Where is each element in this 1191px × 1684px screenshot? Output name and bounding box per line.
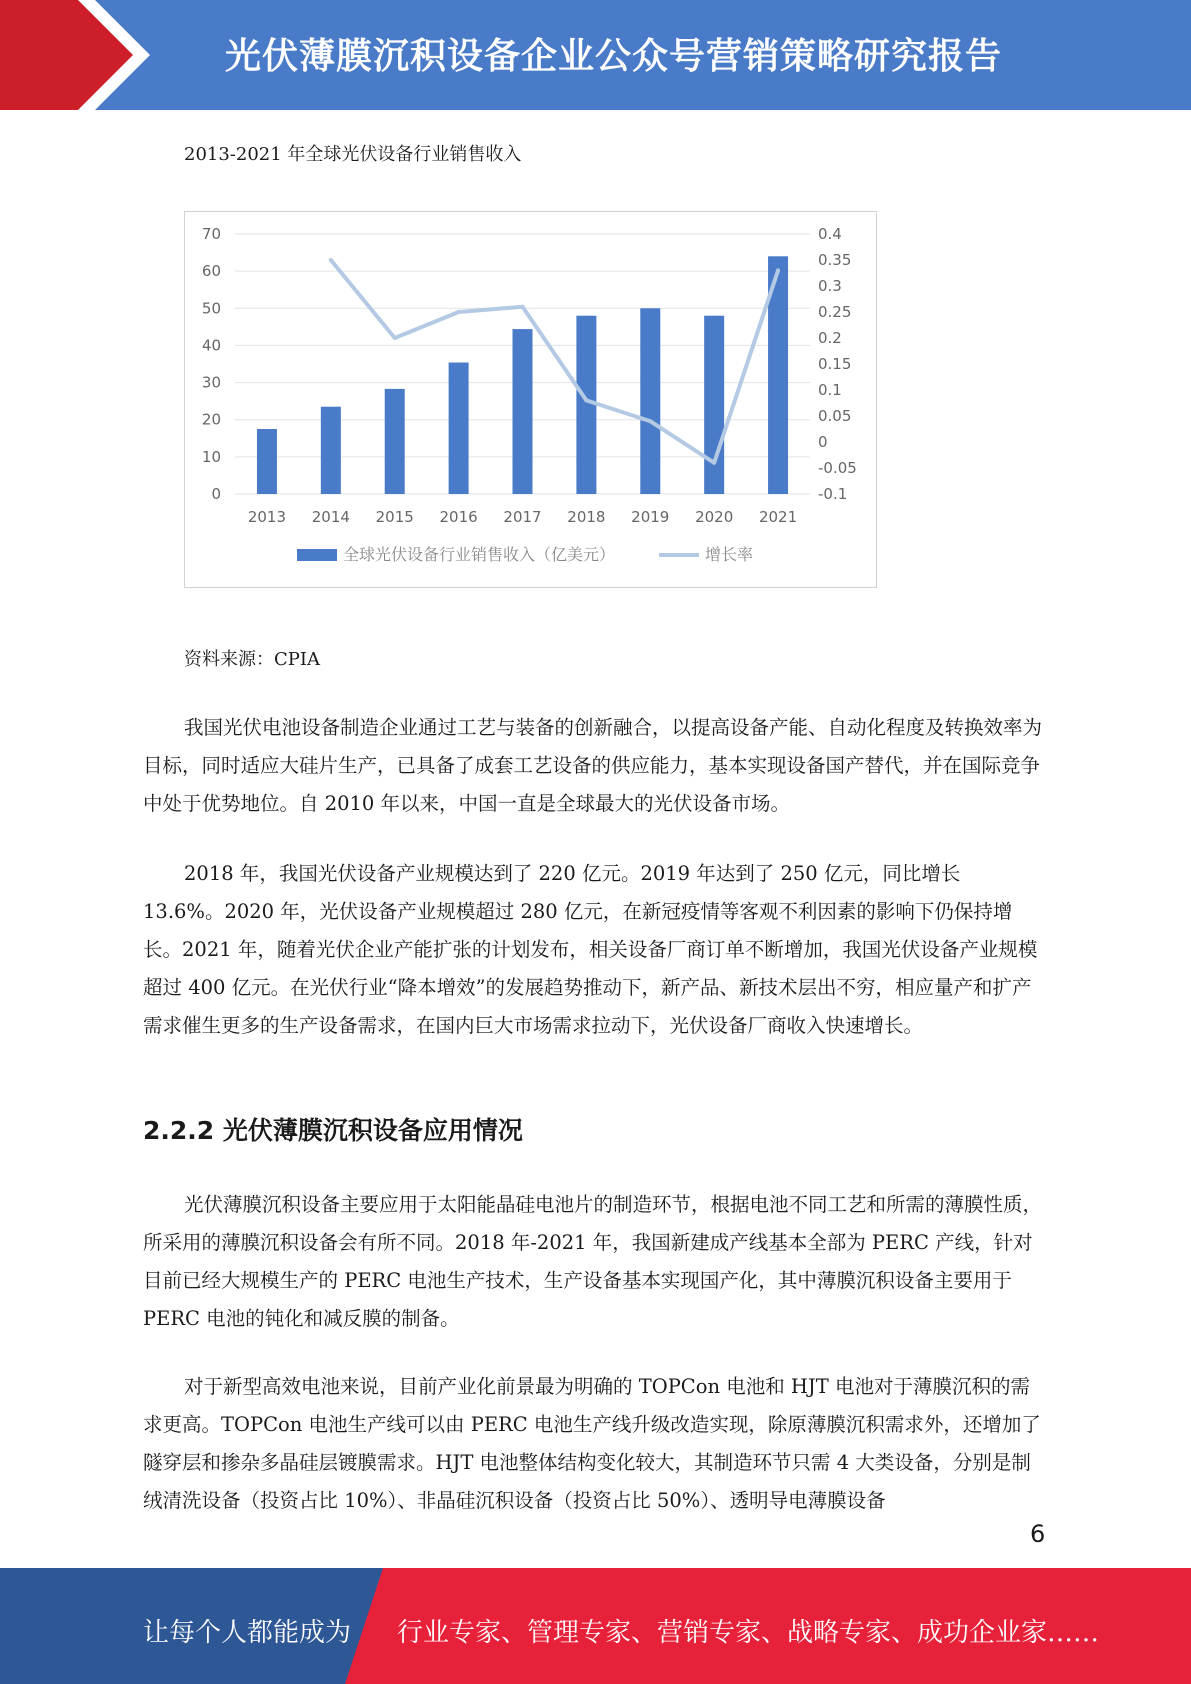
- growth-rate-point: [457, 310, 461, 314]
- growth-rate-point: [776, 268, 780, 272]
- y-left-tick-label: 0: [211, 485, 221, 503]
- page-number: 6: [1030, 1520, 1046, 1548]
- legend-label-revenue: 全球光伏设备行业销售收入（亿美元）: [343, 545, 616, 564]
- y-right-tick-label: 0.25: [818, 303, 852, 321]
- bar-revenue: [449, 363, 469, 494]
- growth-rate-point: [329, 258, 333, 262]
- y-right-tick-label: 0.2: [818, 329, 842, 347]
- figure-caption: 2013-2021 年全球光伏设备行业销售收入: [184, 144, 522, 165]
- x-tick-label: 2013: [247, 508, 287, 526]
- figure-source: 资料来源：CPIA: [184, 649, 320, 670]
- revenue-growth-chart: [184, 211, 877, 588]
- bar-revenue: [321, 407, 341, 494]
- header-red-arrow-icon: [0, 0, 160, 110]
- y-left-tick-label: 60: [201, 262, 221, 281]
- y-right-tick-label: 0.15: [818, 355, 852, 373]
- body-paragraph-3: 光伏薄膜沉积设备主要应用于太阳能晶硅电池片的制造环节，根据电池不同工艺和所需的薄膜性质，所采用的薄膜沉积设备会有所不同。2018 年-2021 年，我国新建成产线基本全部为 PERC 产线，针对目前已经大规模生产的 PERC 电池生产技术，生产设备基本实现国产化，其中薄膜沉积设备主要用于 PERC 电池的钝化和减反膜的制备。: [143, 1193, 1043, 1330]
- x-tick-label: 2018: [567, 508, 606, 526]
- y-right-tick-label: -0.05: [818, 459, 857, 477]
- bar-revenue: [257, 429, 277, 494]
- y-left-tick-label: 10: [201, 447, 221, 466]
- y-right-tick-label: 0.1: [818, 381, 842, 399]
- bar-revenue: [513, 329, 533, 494]
- bar-revenue: [576, 316, 596, 494]
- y-right-tick-label: 0.3: [818, 277, 842, 295]
- growth-rate-point: [648, 419, 652, 423]
- report-title: 光伏薄膜沉积设备企业公众号营销策略研究报告: [225, 36, 1003, 77]
- x-tick-label: 2014: [311, 508, 350, 526]
- bar-revenue: [640, 308, 660, 494]
- page-footer-band: [0, 1568, 1191, 1684]
- footer-slogan-left: 让每个人都能成为: [143, 1618, 352, 1648]
- growth-rate-point: [584, 398, 588, 402]
- y-left-tick-label: 70: [201, 225, 221, 243]
- bar-revenue: [704, 316, 724, 494]
- y-right-tick-label: 0.35: [818, 251, 852, 269]
- legend-label-growth: 增长率: [705, 545, 754, 564]
- section-heading: 2.2.2 光伏薄膜沉积设备应用情况: [143, 1116, 523, 1145]
- footer-slogan-right: 行业专家、管理专家、营销专家、战略专家、成功企业家……: [397, 1618, 1100, 1648]
- y-left-tick-label: 30: [201, 373, 221, 392]
- growth-rate-point: [521, 305, 525, 309]
- x-tick-label: 2015: [375, 508, 414, 526]
- y-left-tick-label: 40: [201, 336, 221, 355]
- growth-rate-point: [712, 461, 716, 465]
- body-paragraph-4: 对于新型高效电池来说，目前产业化前景最为明确的 TOPCon 电池和 HJT 电池对于薄膜沉积的需求更高。TOPCon 电池生产线可以由 PERC 电池生产线升级改造实现，除原薄膜沉积需求外，还增加了隧穿层和掺杂多晶硅层镀膜需求。HJT 电池整体结构变化较大，其制造环节只需 4 大类设备，分别是制绒清洗设备（投资占比 10%）、非晶硅沉积设备（投资占比 50%）、透明导电薄膜设备: [143, 1375, 1041, 1512]
- x-tick-label: 2016: [439, 508, 478, 526]
- x-tick-label: 2020: [695, 508, 734, 526]
- body-paragraph-2: 2018 年，我国光伏设备产业规模达到了 220 亿元。2019 年达到了 250 亿元，同比增长 13.6%。2020 年，光伏设备产业规模超过 280 亿元，在新冠疫情等客观不利因素的影响下仍保持增长。2021 年，随着光伏企业产能扩张的计划发布，相关设备厂商订单不断增加，我国光伏设备产业规模超过 400 亿元。在光伏行业“降本增效”的发展趋势推动下，新产品、新技术层出不穷，相应量产和扩产需求催生更多的生产设备需求，在国内巨大市场需求拉动下，光伏设备厂商收入快速增长。: [143, 862, 1038, 1037]
- x-tick-label: 2019: [631, 508, 670, 526]
- y-right-tick-label: 0: [818, 433, 828, 451]
- body-paragraph-1: 我国光伏电池设备制造企业通过工艺与装备的创新融合，以提高设备产能、自动化程度及转换效率为目标，同时适应大硅片生产，已具备了成套工艺设备的供应能力，基本实现设备国产替代，并在国际竞争中处于优势地位。自 2010 年以来，中国一直是全球最大的光伏设备市场。: [143, 716, 1043, 815]
- y-right-tick-label: 0.05: [818, 407, 852, 425]
- x-tick-label: 2017: [503, 508, 542, 526]
- x-tick-label: 2021: [758, 508, 798, 526]
- y-left-tick-label: 50: [201, 299, 221, 318]
- page-header-band: [0, 0, 1191, 110]
- growth-rate-point: [393, 336, 397, 340]
- legend-swatch-revenue: [297, 549, 337, 561]
- y-left-tick-label: 20: [201, 410, 221, 429]
- chart-canvas: [185, 212, 876, 587]
- y-right-tick-label: -0.1: [818, 485, 848, 503]
- bar-revenue: [385, 389, 405, 494]
- y-right-tick-label: 0.4: [818, 225, 842, 243]
